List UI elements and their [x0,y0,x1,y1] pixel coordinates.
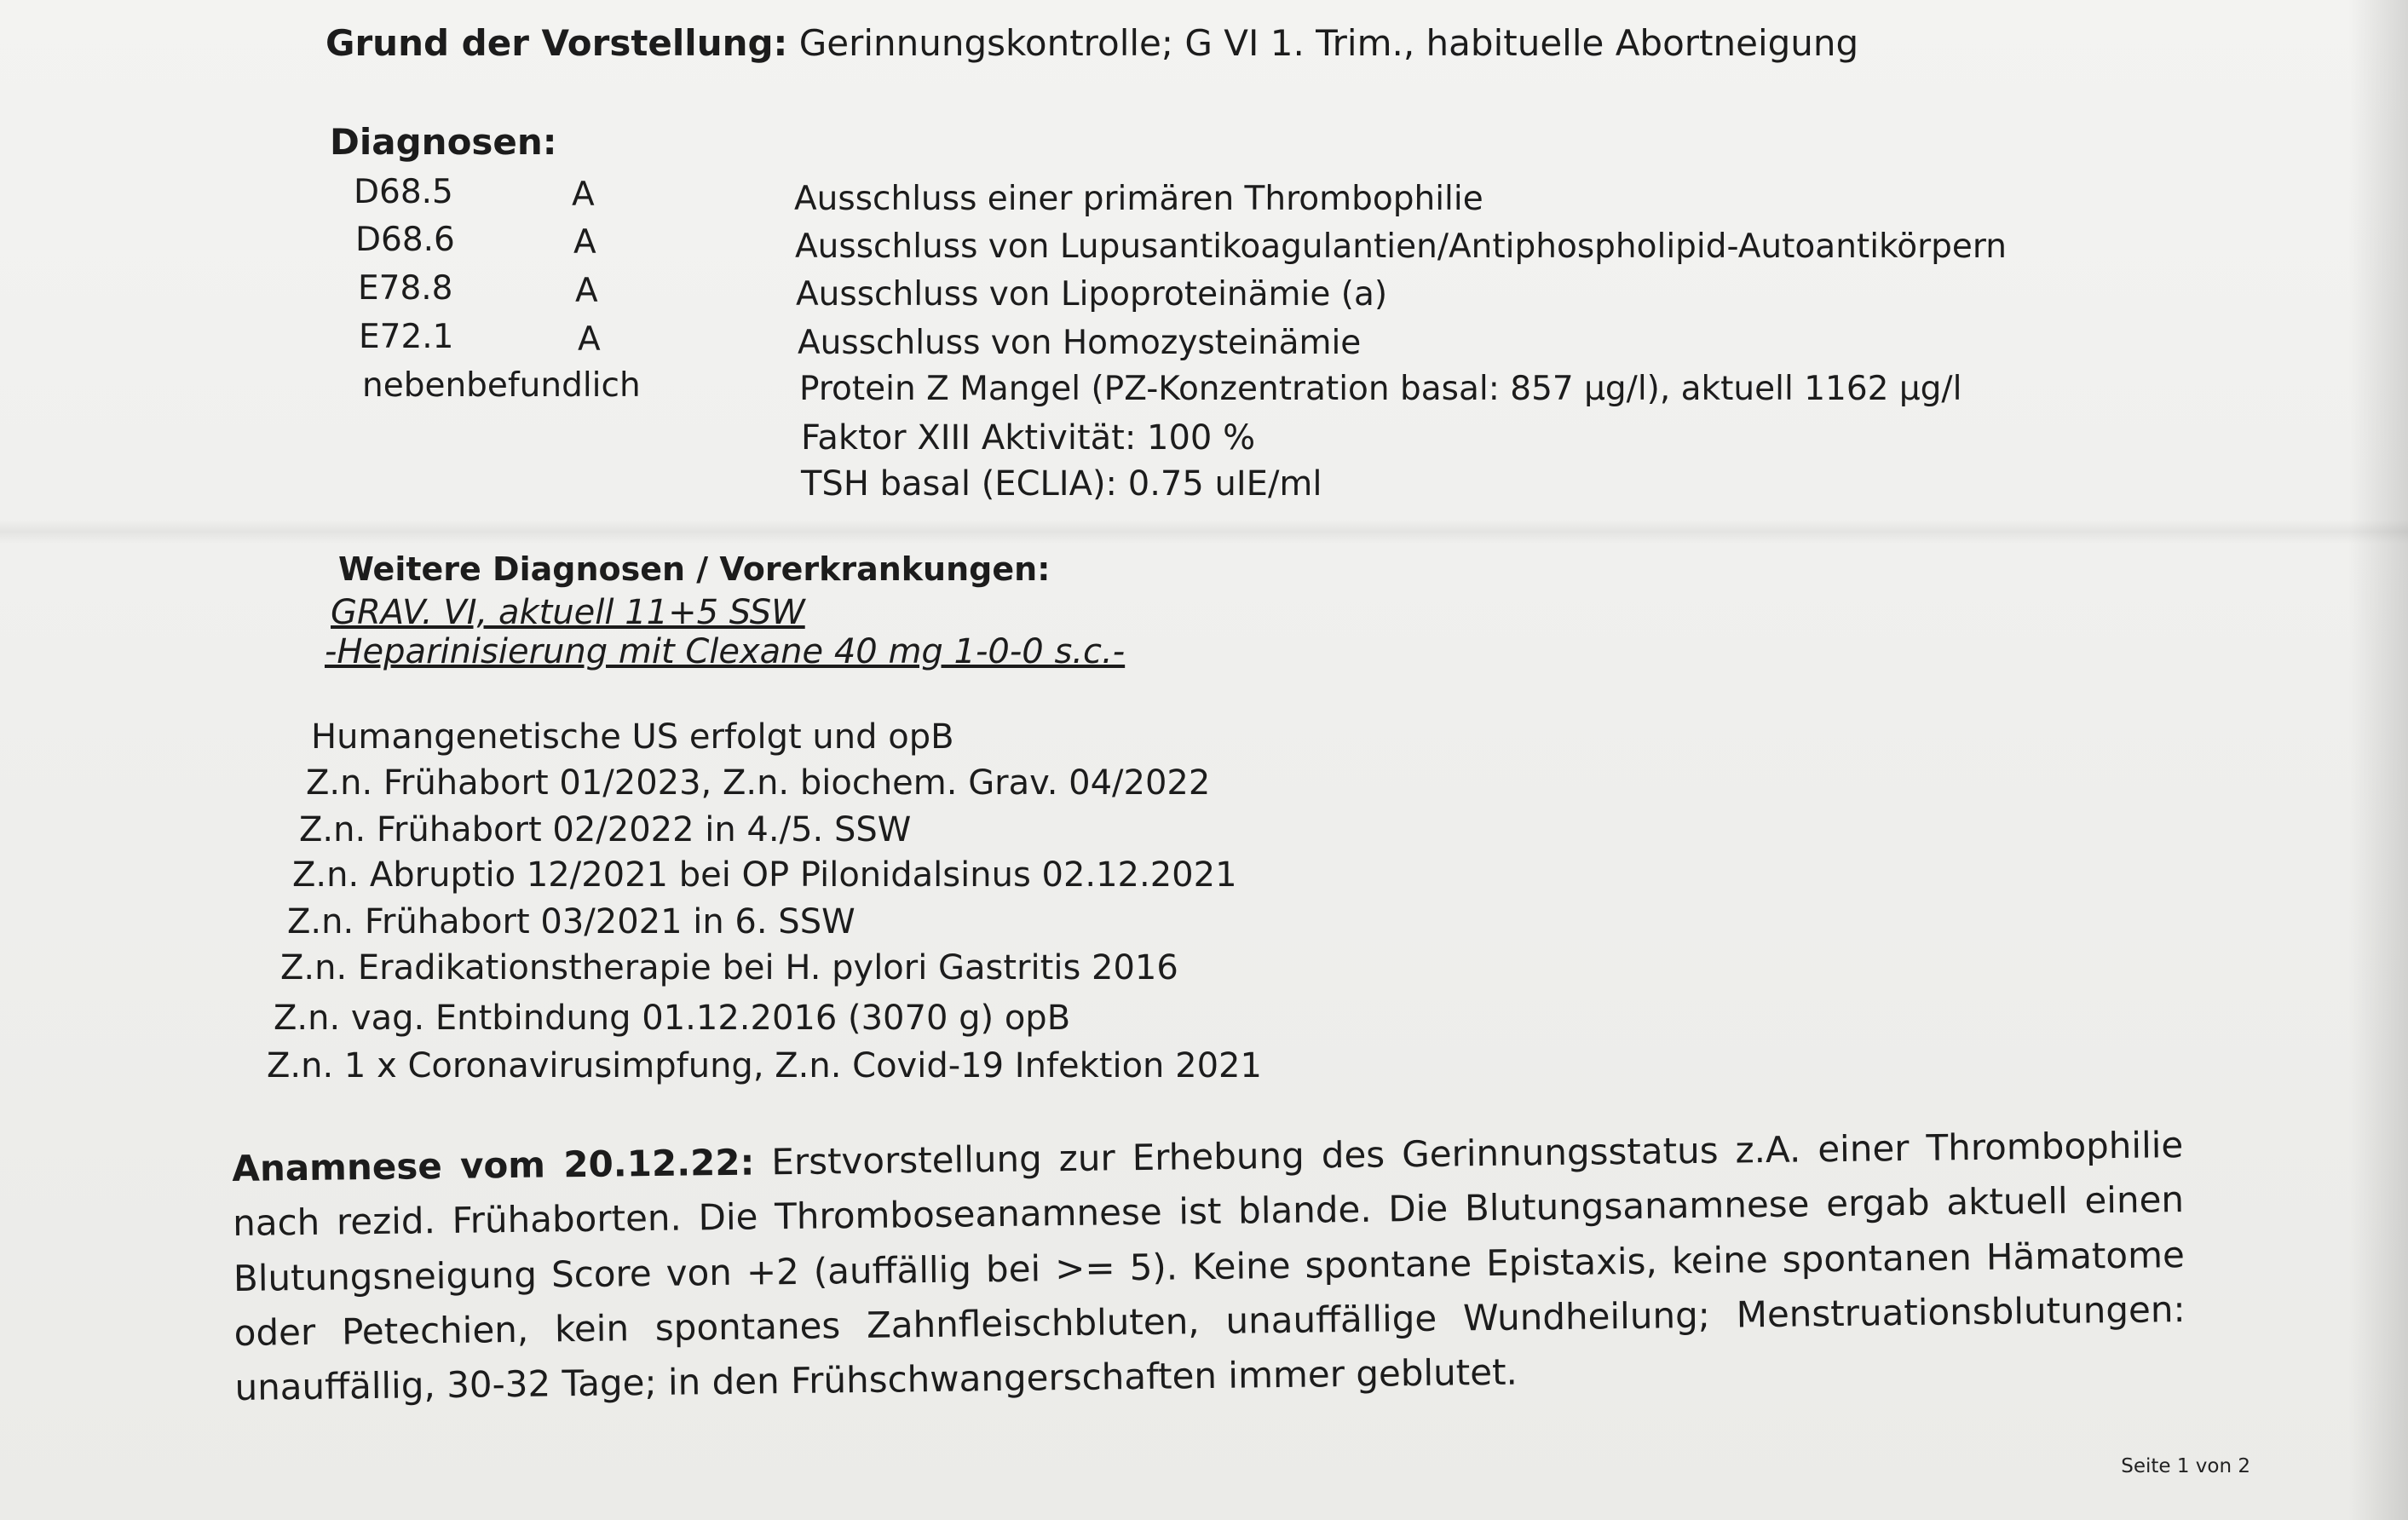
diagnosis-text: Ausschluss einer primären Thrombophilie [794,180,1483,218]
history-item: Z.n. Frühabort 02/2022 in 4./5. SSW [299,810,912,849]
reason-line [325,24,1858,63]
diagnosis-code: D68.5 [354,173,453,211]
history-item: Z.n. Frühabort 03/2021 in 6. SSW [287,902,855,941]
diagnoses-title: Diagnosen: [330,121,557,163]
reason-text: Gerinnungskontrolle; G VI 1. Trim., habituelle Abortneigung [798,22,1859,64]
history-item: Z.n. vag. Entbindung 01.12.2016 (3070 g) opB [274,999,1071,1038]
diagnosis-category: A [575,272,598,310]
anamnesis-text: Erstvorstellung zur Erhebung des Gerinnungsstatus z.A. einer Thrombophilie nach rezid. Frühaborten. Die Thromboseanamnese ist blande. Die Blutungsanamnese ergab aktuell einen Blutungsneigung Score von +2 (auffällig bei >= 5). Keine spontane Epistaxis, keine spontanen Hämatome oder Petechien, kein spontanes Zahnfleischbluten, unauffällige Wundheilung; Menstruationsblutungen: unauffällig, 30-32 Tage; in den Frühschwangerschaften immer geblutet. [232,1124,2186,1408]
history-item: Z.n. 1 x Coronavirusimpfung, Z.n. Covid-19 Infektion 2021 [267,1046,1262,1085]
diagnosis-category: A [573,223,596,262]
page-number: Seite 1 von 2 [2121,1455,2250,1477]
paper-fold-shadow [0,520,2408,544]
history-item: Z.n. Eradikationstherapie bei H. pylori Gastritis 2016 [280,948,1178,987]
diagnosis-category: A [578,320,601,359]
pregnancy-note: GRAV. VI, aktuell 11+5 SSW [331,593,805,632]
paper-edge-shadow [2348,0,2408,1520]
diagnosis-code: nebenbefundlich [362,366,641,405]
diagnosis-text: Ausschluss von Homozysteinämie [798,324,1362,362]
diagnosis-text: Protein Z Mangel (PZ-Konzentration basal: 857 µg/l), aktuell 1162 µg/l [799,370,1962,408]
tsh-line: TSH basal (ECLIA): 0.75 uIE/ml [801,464,1322,504]
history-item: Humangenetische US erfolgt und opB [311,717,954,757]
reason-label: Grund der Vorstellung: [325,22,788,64]
heparin-note: -Heparinisierung mit Clexane 40 mg 1-0-0 s.c.- [325,632,1126,671]
diagnosis-code: E78.8 [358,269,453,308]
diagnosis-category: A [572,176,595,214]
diagnosis-text: Ausschluss von Lupusantikoagulantien/Antiphospholipid-Autoantikörpern [795,227,2007,266]
history-item: Z.n. Abruptio 12/2021 bei OP Pilonidalsinus 02.12.2021 [292,855,1237,895]
history-item: Z.n. Frühabort 01/2023, Z.n. biochem. Grav. 04/2022 [306,763,1211,803]
diagnosis-code: E72.1 [359,318,454,356]
further-diagnoses-title: Weitere Diagnosen / Vorerkrankungen: [338,550,1051,588]
diagnosis-text: Ausschluss von Lipoproteinämie (a) [796,275,1388,314]
anamnesis-label: Anamnese vom 20.12.22: [232,1141,755,1189]
factor-xiii-line: Faktor XIII Aktivität: 100 % [801,418,1256,458]
diagnosis-code: D68.6 [355,221,455,259]
anamnesis-paragraph [232,1118,2186,1415]
